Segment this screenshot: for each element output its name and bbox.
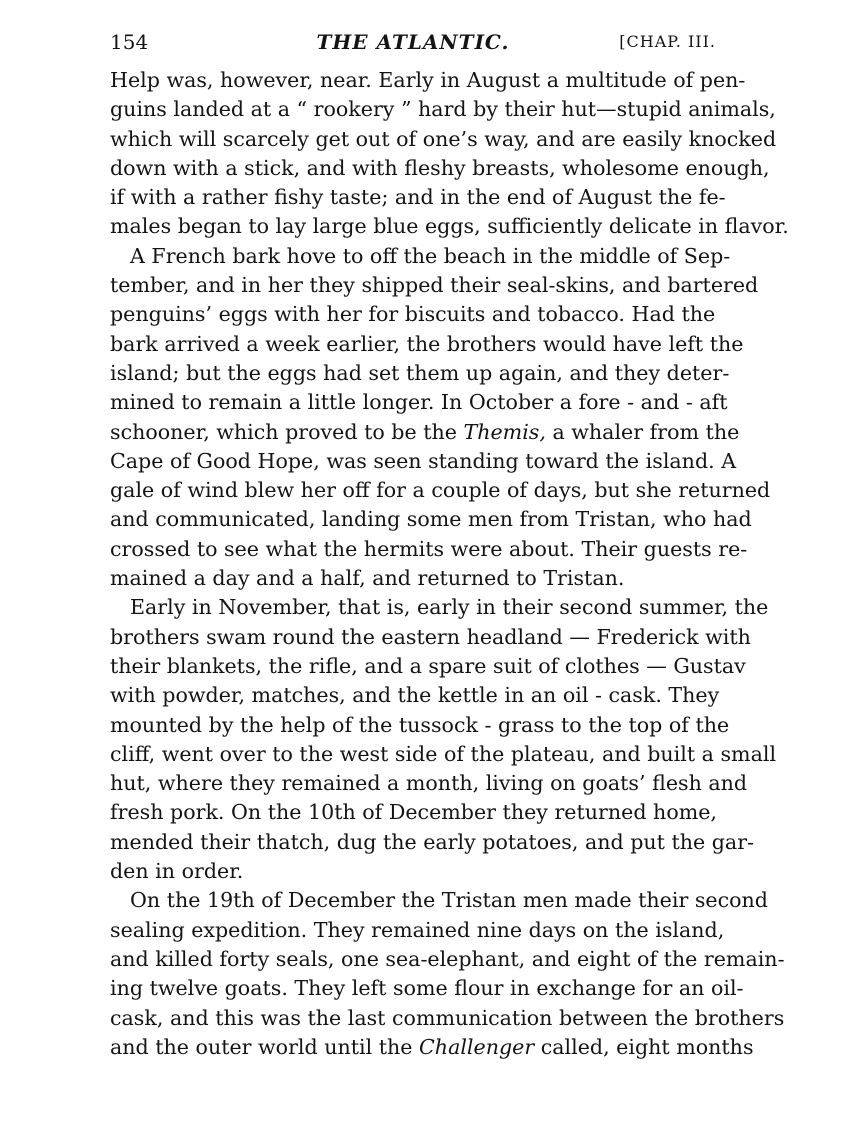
text-line: ing twelve goats. They left some flour in exchange for an oil- — [110, 976, 744, 1001]
text-line: mined to remain a little longer. In October a fore - and - aft — [110, 390, 728, 415]
text-line: and killed forty seals, one sea-elephant, and eight of the remain- — [110, 946, 785, 971]
text-line: penguins’ eggs with her for biscuits and tobacco. Had the — [110, 302, 716, 327]
text-line: sealing expedition. They remained nine days on the island, — [110, 917, 725, 942]
paragraph — [110, 242, 771, 594]
text-line: cliff, went over to the west side of the plateau, and built a small — [110, 741, 777, 766]
text-line: brothers swam round the eastern headland — Frederick with — [110, 624, 751, 649]
text-line-challenger — [110, 1033, 754, 1062]
text-line: On the 19th of December the Tristan men made their second — [130, 888, 768, 913]
text-line: down with a stick, and with fleshy breasts, wholesome enough, — [110, 155, 770, 180]
text-line: gale of wind blew her off for a couple of days, but she returned — [110, 478, 771, 503]
ship-name-challenger: Challenger — [419, 1034, 535, 1059]
text-fragment: a whaler from the — [545, 419, 740, 444]
text-line: island; but the eggs had set them up again, and they deter- — [110, 360, 730, 385]
text-line: if with a rather fishy taste; and in the end of August the fe- — [110, 185, 726, 210]
text-line: with powder, matches, and the kettle in an oil - cask. They — [110, 683, 720, 708]
body-text — [110, 66, 789, 1062]
text-fragment: schooner, which proved to be the — [110, 419, 464, 444]
text-line: den in order. — [110, 859, 244, 884]
running-title: THE ATLANTIC. — [316, 30, 510, 54]
text-line: mended their thatch, dug the early potatoes, and put the gar- — [110, 829, 755, 854]
running-header — [110, 30, 716, 60]
paragraph — [110, 593, 777, 886]
text-line: Early in November, that is, early in their second summer, the — [130, 595, 769, 620]
page-number: 154 — [110, 30, 149, 54]
paragraph — [110, 66, 789, 242]
chapter-label: [CHAP. III. — [619, 32, 716, 51]
paragraph — [110, 886, 785, 1062]
text-line: Help was, however, near. Early in August a multitude of pen- — [110, 68, 746, 92]
text-line: bark arrived a week earlier, the brothers would have left the — [110, 331, 744, 356]
text-line: hut, where they remained a month, living on goats’ flesh and — [110, 771, 748, 796]
text-line: Cape of Good Hope, was seen standing toward the island. A — [110, 448, 737, 473]
text-line: tember, and in her they shipped their seal-skins, and bartered — [110, 273, 759, 298]
text-line: which will scarcely get out of one’s way, and are easily knocked — [110, 126, 777, 151]
text-fragment: and the outer world until the — [110, 1034, 420, 1059]
text-line: cask, and this was the last communication between the brothers — [110, 1005, 785, 1030]
text-line: and communicated, landing some men from Tristan, who had — [110, 507, 752, 532]
ship-name-themis: Themis, — [463, 419, 546, 444]
text-fragment: called, eight months — [534, 1034, 754, 1059]
text-line: mounted by the help of the tussock - grass to the top of the — [110, 712, 730, 737]
text-line: fresh pork. On the 10th of December they returned home, — [110, 800, 717, 825]
text-line: their blankets, the rifle, and a spare suit of clothes — Gustav — [110, 653, 746, 678]
text-line-themis — [110, 418, 740, 447]
text-line: mained a day and a half, and returned to Tristan. — [110, 566, 625, 591]
text-line: guins landed at a “ rookery ” hard by their hut—stupid animals, — [110, 97, 776, 122]
text-line: males began to lay large blue eggs, sufficiently delicate in flavor. — [110, 214, 789, 239]
text-line: A French bark hove to off the beach in the middle of Sep- — [130, 243, 731, 268]
text-line: crossed to see what the hermits were about. Their guests re- — [110, 536, 748, 561]
